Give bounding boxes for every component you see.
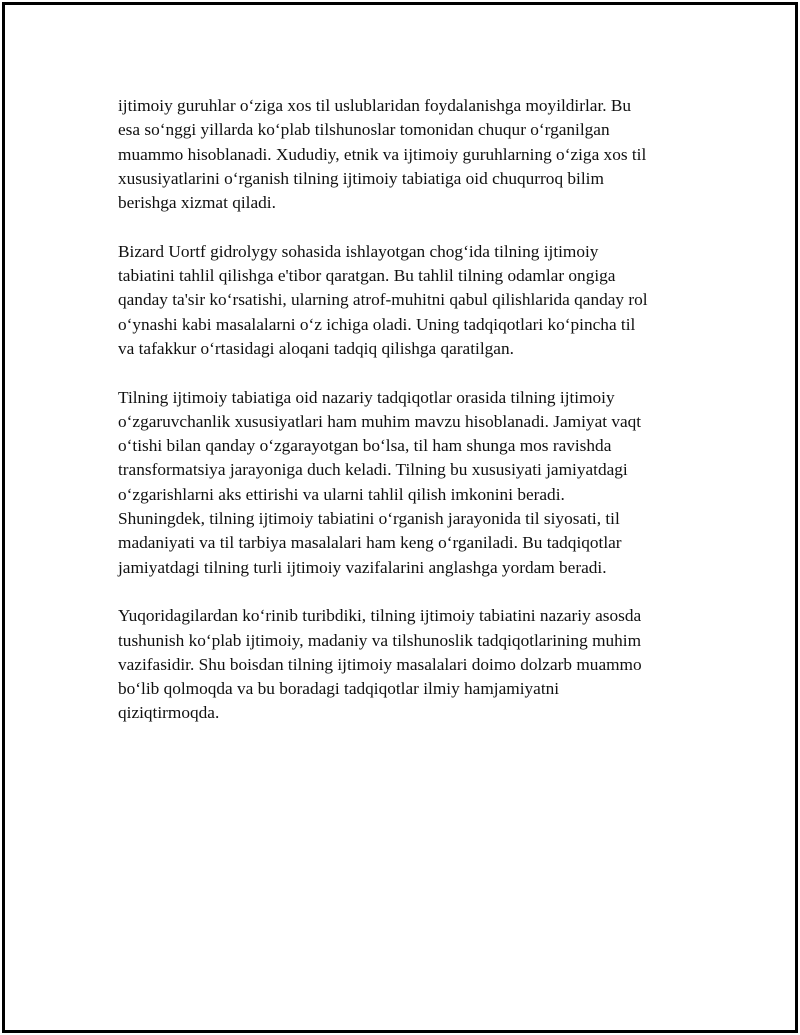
- text-line: madaniyati va til tarbiya masalalari ham keng o‘rganiladi. Bu tadqiqotlar: [118, 533, 622, 553]
- text-line: ijtimoiy guruhlar o‘ziga xos til uslublaridan foydalanishga moyildirlar. Bu: [118, 96, 632, 115]
- text-line: bo‘lib qolmoqda va bu boradagi tadqiqotlar ilmiy hamjamiyatni: [118, 679, 560, 699]
- text-line: tushunish ko‘plab ijtimoiy, madaniy va tilshunoslik tadqiqotlarining muhim: [118, 630, 642, 650]
- paragraph-2: [118, 240, 688, 361]
- text-line: va tafakkur o‘rtasidagi aloqani tadqiq qilishga qaratilgan.: [118, 338, 514, 358]
- text-line: o‘tishi bilan qanday o‘zgarayotgan bo‘lsa, til ham shunga mos ravishda: [118, 436, 612, 456]
- document-body: [118, 94, 688, 750]
- text-line: tabiatini tahlil qilishga e'tibor qaratgan. Bu tahlil tilning odamlar ongiga: [118, 266, 616, 286]
- text-line: Bizard Uortf gidrolygy sohasida ishlayotgan chog‘ida tilning ijtimoiy: [118, 241, 599, 261]
- paragraph-3: [118, 386, 688, 580]
- text-line: berishga xizmat qiladi.: [118, 193, 276, 213]
- text-line: o‘zgarishlarni aks ettirishi va ularni tahlil qilish imkonini beradi.: [118, 484, 565, 504]
- paragraph-1: [118, 94, 688, 215]
- text-line: jamiyatdagi tilning turli ijtimoiy vazifalarini anglashga yordam beradi.: [118, 557, 607, 577]
- text-line: Yuqoridagilardan ko‘rinib turibdiki, tilning ijtimoiy tabiatini nazariy asosda: [118, 606, 642, 626]
- text-line: o‘ynashi kabi masalalarni o‘z ichiga oladi. Uning tadqiqotlari ko‘pincha til: [118, 314, 636, 334]
- text-line: vazifasidir. Shu boisdan tilning ijtimoiy masalalari doimo dolzarb muammo: [118, 654, 642, 674]
- text-line: muammo hisoblanadi. Xududiy, etnik va ijtimoiy guruhlarning o‘ziga xos til: [118, 144, 647, 164]
- text-line: qanday ta'sir ko‘rsatishi, ularning atrof-muhitni qabul qilishlarida qanday rol: [118, 290, 648, 310]
- text-line: xususiyatlarini o‘rganish tilning ijtimoiy tabiatiga oid chuqurroq bilim: [118, 168, 604, 188]
- text-line: transformatsiya jarayoniga duch keladi. Tilning bu xususiyati jamiyatdagi: [118, 460, 628, 480]
- text-line: Tilning ijtimoiy tabiatiga oid nazariy tadqiqotlar orasida tilning ijtimoiy: [118, 387, 615, 407]
- text-line: o‘zgaruvchanlik xususiyatlari ham muhim mavzu hisoblanadi. Jamiyat vaqt: [118, 411, 642, 431]
- text-line: Shuningdek, tilning ijtimoiy tabiatini o‘rganish jarayonida til siyosati, til: [118, 509, 620, 529]
- text-line: qiziqtirmoqda.: [118, 703, 220, 723]
- text-line: esa so‘nggi yillarda ko‘plab tilshunoslar tomonidan chuqur o‘rganilgan: [118, 120, 610, 140]
- paragraph-4: [118, 604, 688, 725]
